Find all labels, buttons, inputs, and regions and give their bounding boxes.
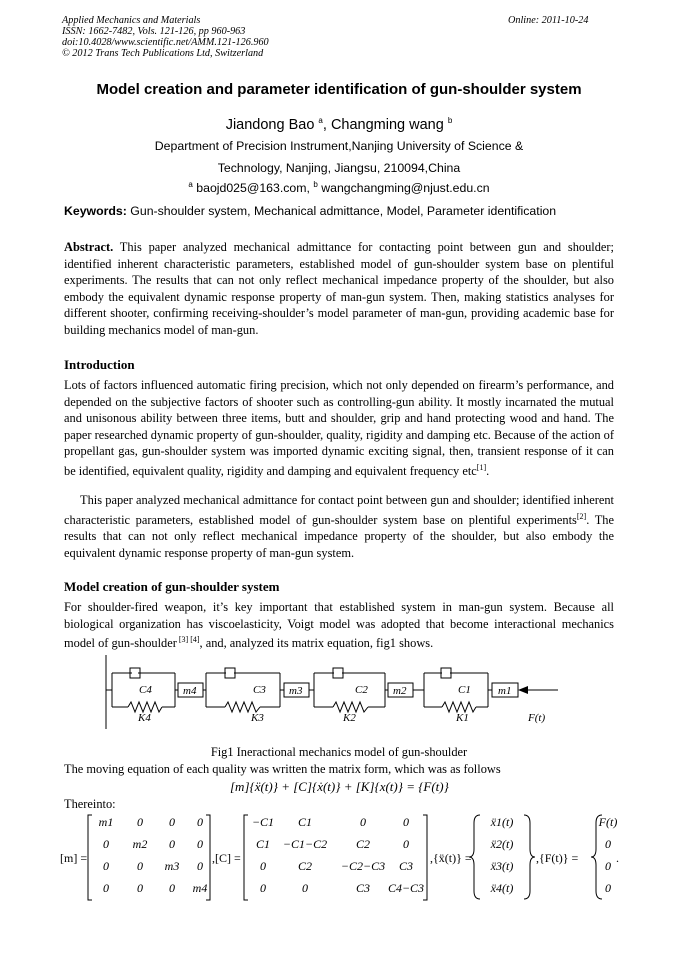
paper-title: Model creation and parameter identification of gun-shoulder system [96,81,582,98]
c-matrix-cell: C2 [355,837,371,851]
ref-1: [1] [476,462,487,472]
equation-intro: The moving equation of each quality was written the matrix form, which was as follows [64,762,501,776]
m-matrix-cell: 0 [197,815,203,829]
c-matrix-cell: −C1 [251,815,275,829]
c-matrix-cell: C3 [398,859,414,873]
c-matrix-cell: C3 [355,881,371,895]
mechanics-model-figure [98,653,558,731]
author-2: Changming wang [330,116,444,133]
author-1-sup: a [318,116,323,125]
keywords-label: Keywords: [64,204,127,218]
label-m3: m3 [289,685,303,697]
motion-equation: [m]{ẍ(t)} + [C]{ẋ(t)} + [K]{x(t)} = {F(t)} [230,779,449,794]
abstract-text: This paper analyzed mechanical admittance for contacting point between gun and shoulder; identified inherent characteristic parameters, established model of gun-shoulder system base on plentiful experiments. The results that can not only reflect mechanical impedance property of the shoulder, but also embody the equivalent dynamic response property of man-gun system. Then, making statistics analyses for different shooter, confirming receiving-shoulder’s model parameter of man-gun, providing academic base for building mechanics model of man-gun. [64,240,614,337]
x-vector-cell: ẍ1(t) [490,815,514,829]
f-vector-label: ,{F(t)} = [536,851,579,865]
label-force: F(t) [528,712,546,724]
label-k3: K3 [251,712,264,724]
affiliation-line-2: Technology, Nanjing, Jiangsu, 210094,China [217,161,461,175]
m-matrix-cell: 0 [169,815,175,829]
ref-2: [2] [576,511,587,521]
f-vector-cell: F(t) [598,815,618,829]
m-matrix-cell: 0 [169,837,175,851]
m-matrix-cell: 0 [137,881,143,895]
x-vector-cell: ẍ2(t) [490,837,514,851]
label-m4: m4 [183,685,197,697]
c-matrix-label: ,[C] = [212,851,241,865]
m-matrix-cell: 0 [197,859,203,873]
affiliation-line-1: Department of Precision Instrument,Nanjing University of Science & [154,139,524,153]
model-p1-text: For shoulder-fired weapon, it’s key important that established system in man-gun system. Because all biological organization has viscoelasticity, Voigt model was adopted that become interactional mechanics model of gun-shoulder [64,600,614,651]
f-vector-cells [598,815,618,895]
c-matrix-cell: 0 [260,859,266,873]
m-matrix-cell: 0 [169,881,175,895]
arrow-head-icon [518,686,528,694]
matrix-definitions [60,812,620,904]
spring-k2-icon [333,702,368,712]
introduction-heading: Introduction [64,357,135,372]
keywords [64,204,556,218]
label-m2: m2 [393,685,407,697]
m-matrix-cell: m4 [192,881,208,895]
m-matrix-cell: 0 [103,881,109,895]
m-matrix-label: [m] = [60,851,88,865]
x-vector-cell: ẍ4(t) [490,881,514,895]
author-1: Jiandong Bao [225,116,315,133]
c-matrix-cell: 0 [260,881,266,895]
x-vector-cells [490,815,514,895]
label-c4: C4 [139,684,152,696]
c-matrix-cell: 0 [403,815,409,829]
f-vector-cell: 0 [605,837,611,851]
author-separator: , [322,116,331,133]
model-p1-end: , and, analyzed its matrix equation, fig1 shows. [199,636,434,651]
m-matrix-cell: 0 [137,815,143,829]
model-heading: Model creation of gun-shoulder system [64,579,280,594]
introduction-paragraph-1 [64,377,614,480]
c-matrix-cell: C1 [255,837,271,851]
email-b-sup: b [313,180,318,189]
m-matrix-cell: m1 [98,815,114,829]
model-paragraph [64,599,614,652]
c-matrix-cell: C2 [297,859,313,873]
author-2-sup: b [447,116,453,125]
doi-line: doi:10.4028/www.scientific.net/AMM.121-126.960 [62,37,269,48]
f-vector-cell: 0 [605,881,611,895]
m-matrix-cell: m3 [164,859,180,873]
email-a-sup: a [188,180,193,189]
m-matrix-cell: 0 [103,837,109,851]
c-matrix-cell: −C2−C3 [340,859,386,873]
spring-k4-icon [128,702,162,712]
label-c1: C1 [458,684,471,696]
damper-c1-icon [441,668,451,678]
intro-p1-end: . [486,464,490,479]
email-a: baojd025@163.com, [192,181,314,196]
journal-header [62,15,269,59]
online-date: Online: 2011-10-24 [508,15,589,26]
journal-name: Applied Mechanics and Materials [62,15,201,26]
figure-caption: Fig1 Ineractional mechanics model of gun-shoulder [210,745,468,759]
label-m1: m1 [498,685,512,697]
matrix-end: . [616,851,619,865]
intro-p1-text: Lots of factors influenced automatic firing precision, which not only depended on firearm’s performance, and depended on the subjective factors of shooter such as controlling-gun ability. It mostly incarnated the mutual and unisonous ability between three items, butt and shoulder, grip and hand protecting wood and hand. The paper researched dynamic property of gun-shoulder, quality, rigidity and damping etc. Because of the action of propellant gas, gun-shoulder system was imported dynamic exciting signal, then, transient response of it can be identified, equivalent quality, rigidity and damping and equivalent frequency etc [64,378,614,479]
damper-c3-icon [225,668,235,678]
intro-p2-end: . The results that can not only reflect mechanical impedance property of the shoulder, but also embody the equivalent dynamic response property of man-gun system. [64,512,614,560]
label-k4: K4 [138,712,151,724]
x-vector-label: ,{ẍ(t)} = [430,851,472,865]
introduction-paragraph-2 [64,492,614,562]
thereinto-label: Thereinto: [64,797,116,811]
issn-line: ISSN: 1662-7482, Vols. 121-126, pp 960-963 [62,26,246,37]
m-matrix-cell: 0 [197,837,203,851]
email-line [0,180,678,195]
label-c2: C2 [355,684,368,696]
c-matrix-cell: 0 [403,837,409,851]
ref-3-4: [3] [4] [176,635,200,645]
label-k2: K2 [343,712,356,724]
label-c3: C3 [253,684,266,696]
keywords-text: Gun-shoulder system, Mechanical admittance, Model, Parameter identification [126,204,557,218]
spring-k1-icon [442,702,476,712]
f-vector-cell: 0 [605,859,611,873]
copyright-line: © 2012 Trans Tech Publications Ltd, Switzerland [62,48,264,59]
c-matrix-cell: C1 [297,815,313,829]
spring-k3-icon [225,702,260,712]
c-matrix-cell: −C1−C2 [282,837,328,851]
author-line [0,116,678,133]
abstract [64,239,614,339]
intro-p2-text: This paper analyzed mechanical admittance for contact point between gun and shoulder; identified inherent characteristic parameters, established model of gun-shoulder system base on plentiful experiments [64,493,614,527]
abstract-label: Abstract. [64,240,114,254]
c-matrix-cell: 0 [360,815,366,829]
email-b: wangchangming@njust.edu.cn [317,181,490,196]
c-matrix-cell: C4−C3 [387,881,425,895]
c-matrix-cells [252,815,424,895]
damper-c2-icon [333,668,343,678]
m-matrix-cell: 0 [103,859,109,873]
label-k1: K1 [456,712,469,724]
c-matrix-cell: 0 [302,881,308,895]
m-matrix-cells [99,815,208,895]
x-vector-cell: ẍ3(t) [490,859,514,873]
m-matrix-cell: 0 [137,859,143,873]
m-matrix-cell: m2 [132,837,148,851]
